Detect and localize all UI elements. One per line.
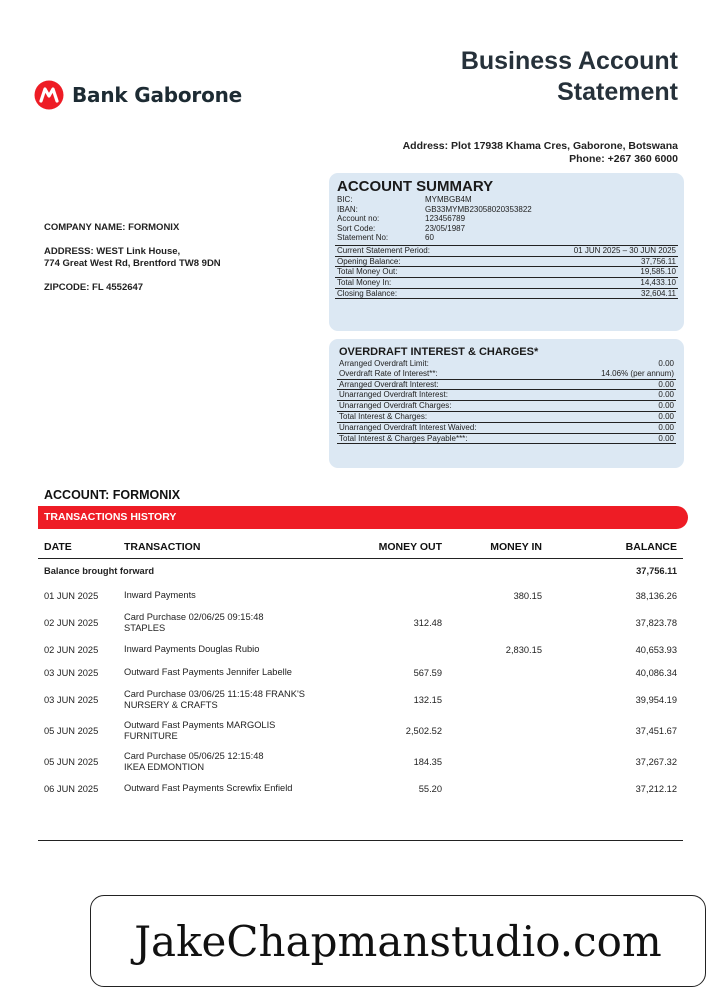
transactions-table — [38, 536, 683, 800]
overdraft-row — [337, 359, 676, 369]
company-address-line2: 774 Great West Rd, Brentford TW8 9DN — [44, 258, 221, 269]
account-summary-panel — [329, 173, 684, 331]
overdraft-label: Unarranged Overdraft Charges: — [339, 401, 452, 411]
overdraft-heading: OVERDRAFT INTEREST & CHARGES* — [339, 346, 539, 358]
row-transaction-line1: Card Purchase 02/06/25 09:15:48 — [124, 611, 264, 622]
row-transaction-line2: IKEA EDMONTION — [124, 761, 205, 772]
overdraft-row — [337, 423, 676, 434]
row-balance: 37,451.67 — [635, 725, 677, 736]
watermark: JakeChapmanstudio.com — [90, 895, 706, 987]
overdraft-value: 0.00 — [658, 433, 674, 443]
overdraft-row — [337, 434, 676, 445]
company-zipcode: ZIPCODE: FL 4552647 — [44, 282, 144, 293]
overdraft-label: Total Interest & Charges Payable***: — [339, 433, 468, 443]
summary-value: 19,585.10 — [640, 267, 676, 277]
detail-label: Statement No: — [337, 233, 389, 243]
overdraft-label: Total Interest & Charges: — [339, 411, 428, 421]
table-row — [38, 638, 683, 661]
company-address-line1: ADDRESS: WEST Link House, — [44, 246, 181, 257]
row-date: 03 JUN 2025 — [44, 667, 99, 678]
row-money-in — [448, 607, 548, 638]
detail-label: BIC: — [337, 195, 353, 204]
overdraft-label: Unarranged Overdraft Interest Waived: — [339, 422, 477, 432]
overdraft-panel — [329, 339, 684, 468]
bank-logo-icon — [34, 80, 64, 110]
detail-value: 123456789 — [425, 214, 466, 224]
row-transaction-line1: Outward Fast Payments Screwfix Enfield — [124, 783, 293, 793]
row-balance: 37,212.12 — [635, 783, 677, 794]
row-transaction — [118, 607, 348, 638]
brought-forward-balance: 37,756.11 — [636, 566, 677, 577]
row-transaction — [118, 715, 348, 746]
bank-name: Bank Gaborone — [72, 83, 243, 107]
column-header-date: DATE — [38, 536, 118, 558]
overdraft-label: Overdraft Rate of Interest**: — [339, 368, 438, 378]
table-end-divider — [38, 840, 683, 841]
overdraft-row — [337, 401, 676, 412]
overdraft-label: Arranged Overdraft Interest: — [339, 379, 439, 389]
overdraft-value: 0.00 — [658, 359, 674, 368]
detail-label: IBAN: — [337, 204, 358, 214]
row-transaction-line1: Card Purchase 03/06/25 11:15:48 FRANK'S — [124, 688, 305, 699]
row-date: 02 JUN 2025 — [44, 617, 99, 628]
row-money-out: 567.59 — [413, 667, 442, 678]
summary-value: 32,604.11 — [641, 288, 676, 298]
company-address — [44, 246, 221, 270]
row-balance: 38,136.26 — [635, 590, 677, 601]
summary-label: Total Money Out: — [337, 267, 398, 277]
bank-logo — [34, 80, 242, 110]
overdraft-row — [337, 369, 676, 380]
customer-info — [44, 222, 221, 294]
row-transaction — [118, 746, 348, 777]
overdraft-row — [337, 390, 676, 401]
overdraft-label: Unarranged Overdraft Interest: — [339, 390, 448, 400]
summary-row — [335, 289, 678, 300]
overdraft-value: 0.00 — [658, 390, 674, 400]
row-money-in: 2,830.15 — [505, 644, 542, 655]
brought-forward-label: Balance brought forward — [44, 566, 155, 577]
column-header-money-out: MONEY OUT — [348, 536, 448, 558]
detail-label: Account no: — [337, 214, 380, 224]
summary-value: 01 JUN 2025 – 30 JUN 2025 — [573, 245, 676, 255]
row-transaction-line1: Outward Fast Payments MARGOLIS — [124, 719, 276, 730]
detail-label: Sort Code: — [337, 223, 376, 233]
detail-value: GB33MYMB23058020353822 — [425, 204, 532, 214]
summary-label: Total Money In: — [337, 278, 392, 288]
row-transaction-line1: Card Purchase 05/06/25 12:15:48 — [124, 750, 264, 761]
document-title-line2: Statement — [557, 78, 678, 106]
row-balance: 39,954.19 — [635, 694, 677, 705]
row-money-out — [348, 584, 448, 607]
row-money-in — [448, 777, 548, 800]
detail-value: 60 — [425, 233, 434, 243]
row-transaction — [118, 684, 348, 715]
account-summary-heading: ACCOUNT SUMMARY — [337, 178, 494, 195]
table-row — [38, 607, 683, 638]
row-transaction-line2: NURSERY & CRAFTS — [124, 699, 218, 710]
table-row — [38, 746, 683, 777]
summary-value: 37,756.11 — [641, 256, 676, 266]
detail-value: MYMBGB4M — [425, 195, 472, 204]
row-transaction — [118, 584, 348, 607]
overdraft-label: Arranged Overdraft Limit: — [339, 359, 429, 368]
row-balance: 37,823.78 — [635, 617, 677, 628]
table-row — [38, 715, 683, 746]
row-transaction-line1: Outward Fast Payments Jennifer Labelle — [124, 667, 292, 677]
summary-label: Opening Balance: — [337, 256, 401, 266]
bank-address: Address: Plot 17938 Khama Cres, Gaborone, Botswana — [402, 140, 678, 152]
summary-value: 14,433.10 — [640, 278, 676, 288]
summary-row — [335, 278, 678, 289]
table-header-row — [38, 536, 683, 558]
overdraft-value: 14.06% (per annum) — [601, 368, 674, 378]
row-money-out: 184.35 — [413, 756, 442, 767]
row-transaction-line1: Inward Payments — [124, 590, 196, 600]
column-header-money-in: MONEY IN — [448, 536, 548, 558]
column-header-transaction: TRANSACTION — [118, 536, 348, 558]
overdraft-value: 0.00 — [658, 401, 674, 411]
row-transaction — [118, 777, 348, 800]
row-date: 06 JUN 2025 — [44, 783, 99, 794]
column-header-balance: BALANCE — [548, 536, 683, 558]
row-transaction-line2: STAPLES — [124, 622, 166, 633]
transactions-history-title: TRANSACTIONS HISTORY — [44, 511, 177, 523]
row-money-out: 132.15 — [413, 694, 442, 705]
row-money-out: 2,502.52 — [405, 725, 442, 736]
summary-row — [335, 257, 678, 268]
document-title-line1: Business Account — [460, 47, 678, 75]
account-details — [337, 195, 678, 243]
row-date: 05 JUN 2025 — [44, 756, 99, 767]
row-money-in — [448, 661, 548, 684]
row-balance: 37,267.32 — [635, 756, 677, 767]
bank-phone: Phone: +267 360 6000 — [569, 153, 678, 165]
document-title — [461, 46, 678, 108]
summary-row — [335, 267, 678, 278]
row-money-in — [448, 746, 548, 777]
row-transaction — [118, 638, 348, 661]
account-label: ACCOUNT: FORMONIX — [44, 488, 181, 502]
row-transaction — [118, 661, 348, 684]
bank-contact — [403, 140, 678, 166]
table-row — [38, 584, 683, 607]
overdraft-value: 0.00 — [658, 379, 674, 389]
table-row — [38, 777, 683, 800]
balance-brought-forward-row — [38, 558, 683, 584]
transactions-history-bar — [38, 506, 688, 529]
overdraft-value: 0.00 — [658, 422, 674, 432]
row-date: 02 JUN 2025 — [44, 644, 99, 655]
detail-value: 23/05/1987 — [425, 223, 466, 233]
table-row — [38, 684, 683, 715]
row-date: 03 JUN 2025 — [44, 694, 99, 705]
row-balance: 40,653.93 — [635, 644, 677, 655]
row-money-out: 312.48 — [413, 617, 442, 628]
summary-rows — [335, 245, 678, 300]
row-money-in — [448, 684, 548, 715]
row-transaction-line2: FURNITURE — [124, 730, 178, 741]
row-date: 01 JUN 2025 — [44, 590, 99, 601]
row-date: 05 JUN 2025 — [44, 725, 99, 736]
summary-label: Current Statement Period: — [337, 245, 430, 255]
overdraft-row — [337, 412, 676, 423]
company-name: COMPANY NAME: FORMONIX — [44, 222, 180, 233]
summary-row — [335, 245, 678, 257]
table-row — [38, 661, 683, 684]
row-transaction-line1: Inward Payments Douglas Rubio — [124, 644, 260, 654]
row-money-out: 55.20 — [418, 783, 442, 794]
overdraft-value: 0.00 — [658, 411, 674, 421]
row-money-in — [448, 715, 548, 746]
row-money-in: 380.15 — [513, 590, 542, 601]
summary-label: Closing Balance: — [337, 288, 398, 298]
row-balance: 40,086.34 — [635, 667, 677, 678]
overdraft-row — [337, 380, 676, 391]
row-money-out — [348, 638, 448, 661]
